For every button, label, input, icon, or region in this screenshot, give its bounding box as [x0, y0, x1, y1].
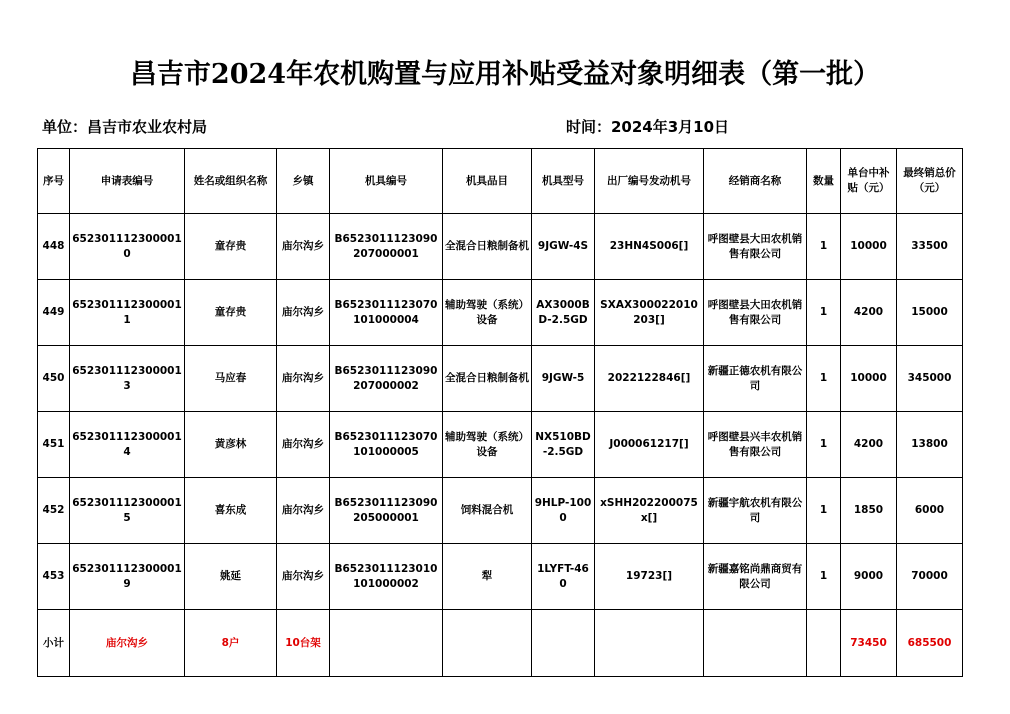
header-town: 乡镇 — [277, 149, 330, 214]
cell-app-no: 6523011123000013 — [70, 346, 185, 412]
subtotal-empty-cell — [704, 610, 807, 677]
cell-name: 黄彦林 — [185, 412, 277, 478]
cell-total: 70000 — [897, 544, 963, 610]
cell-subsidy: 4200 — [841, 280, 897, 346]
cell-total: 345000 — [897, 346, 963, 412]
cell-machine-no: B6523011123090207000002 — [330, 346, 443, 412]
cell-model: 1LYFT-460 — [532, 544, 595, 610]
cell-app-no: 6523011123000010 — [70, 214, 185, 280]
header-item: 机具品目 — [443, 149, 532, 214]
cell-model: NX510BD-2.5GD — [532, 412, 595, 478]
cell-seq: 451 — [38, 412, 70, 478]
cell-app-no: 6523011123000019 — [70, 544, 185, 610]
cell-machine-no: B6523011123010101000002 — [330, 544, 443, 610]
cell-dealer: 呼图壁县大田农机销售有限公司 — [704, 214, 807, 280]
document-title: 昌吉市2024年农机购置与应用补贴受益对象明细表（第一批） — [129, 59, 881, 90]
subtotal-empty-cell — [807, 610, 841, 677]
subsidy-table — [37, 148, 963, 677]
cell-town: 庙尔沟乡 — [277, 214, 330, 280]
cell-qty: 1 — [807, 280, 841, 346]
cell-engine-no: 19723[] — [595, 544, 704, 610]
cell-name: 马应春 — [185, 346, 277, 412]
cell-name: 童存贵 — [185, 214, 277, 280]
subtotal-machines: 10台架 — [277, 610, 330, 677]
cell-qty: 1 — [807, 478, 841, 544]
cell-engine-no: 2022122846[] — [595, 346, 704, 412]
cell-item: 辅助驾驶（系统）设备 — [443, 412, 532, 478]
table-row — [38, 280, 963, 346]
cell-qty: 1 — [807, 214, 841, 280]
cell-machine-no: B6523011123070101000005 — [330, 412, 443, 478]
cell-total: 6000 — [897, 478, 963, 544]
cell-subsidy: 4200 — [841, 412, 897, 478]
subtotal-empty-cell — [330, 610, 443, 677]
cell-subsidy: 9000 — [841, 544, 897, 610]
subtotal-subsidy: 73450 — [841, 610, 897, 677]
header-dealer: 经销商名称 — [704, 149, 807, 214]
cell-subsidy: 1850 — [841, 478, 897, 544]
header-engine-no: 出厂编号发动机号 — [595, 149, 704, 214]
header-total: 最终销总价（元） — [897, 149, 963, 214]
header-row — [38, 149, 963, 214]
cell-dealer: 新疆正德农机有限公司 — [704, 346, 807, 412]
cell-qty: 1 — [807, 346, 841, 412]
header-subsidy: 单台中补贴（元） — [841, 149, 897, 214]
cell-dealer: 新疆嘉铭尚鼎商贸有限公司 — [704, 544, 807, 610]
cell-total: 13800 — [897, 412, 963, 478]
cell-name: 姚延 — [185, 544, 277, 610]
cell-engine-no: 23HN4S006[] — [595, 214, 704, 280]
cell-seq: 450 — [38, 346, 70, 412]
cell-town: 庙尔沟乡 — [277, 544, 330, 610]
cell-qty: 1 — [807, 544, 841, 610]
table-row — [38, 412, 963, 478]
cell-total: 33500 — [897, 214, 963, 280]
cell-engine-no: xSHH202200075x[] — [595, 478, 704, 544]
cell-seq: 452 — [38, 478, 70, 544]
cell-town: 庙尔沟乡 — [277, 280, 330, 346]
cell-model: AX3000BD-2.5GD — [532, 280, 595, 346]
time-label: 时间：2024年3月10日 — [566, 118, 730, 136]
subtotal-label: 小计 — [38, 610, 70, 677]
cell-model: 9JGW-5 — [532, 346, 595, 412]
cell-machine-no: B6523011123090207000001 — [330, 214, 443, 280]
cell-model: 9HLP-1000 — [532, 478, 595, 544]
cell-item: 全混合日粮制备机 — [443, 214, 532, 280]
cell-app-no: 6523011123000011 — [70, 280, 185, 346]
cell-qty: 1 — [807, 412, 841, 478]
table-row — [38, 478, 963, 544]
cell-dealer: 呼图壁县大田农机销售有限公司 — [704, 280, 807, 346]
cell-machine-no: B6523011123090205000001 — [330, 478, 443, 544]
header-app-no: 申请表编号 — [70, 149, 185, 214]
table-row — [38, 544, 963, 610]
cell-seq: 448 — [38, 214, 70, 280]
unit-label: 单位：昌吉市农业农村局 — [42, 118, 208, 136]
header-seq: 序号 — [38, 149, 70, 214]
cell-item: 犁 — [443, 544, 532, 610]
cell-town: 庙尔沟乡 — [277, 478, 330, 544]
cell-app-no: 6523011123000015 — [70, 478, 185, 544]
cell-engine-no: SXAX300022010203[] — [595, 280, 704, 346]
header-name: 姓名或组织名称 — [185, 149, 277, 214]
cell-subsidy: 10000 — [841, 346, 897, 412]
subtotal-empty-cell — [443, 610, 532, 677]
cell-item: 辅助驾驶（系统）设备 — [443, 280, 532, 346]
cell-subsidy: 10000 — [841, 214, 897, 280]
subtotal-households: 8户 — [185, 610, 277, 677]
cell-dealer: 呼图壁县兴丰农机销售有限公司 — [704, 412, 807, 478]
cell-app-no: 6523011123000014 — [70, 412, 185, 478]
cell-total: 15000 — [897, 280, 963, 346]
cell-machine-no: B6523011123070101000004 — [330, 280, 443, 346]
header-qty: 数量 — [807, 149, 841, 214]
cell-item: 全混合日粮制备机 — [443, 346, 532, 412]
cell-engine-no: J000061217[] — [595, 412, 704, 478]
cell-town: 庙尔沟乡 — [277, 346, 330, 412]
table-row — [38, 346, 963, 412]
cell-name: 喜东成 — [185, 478, 277, 544]
cell-name: 童存贵 — [185, 280, 277, 346]
subtotal-empty-cell — [532, 610, 595, 677]
subtotal-row — [38, 610, 963, 677]
header-model: 机具型号 — [532, 149, 595, 214]
header-machine-no: 机具编号 — [330, 149, 443, 214]
subtotal-empty-cell — [595, 610, 704, 677]
table-row — [38, 214, 963, 280]
cell-model: 9JGW-4S — [532, 214, 595, 280]
cell-dealer: 新疆宇航农机有限公司 — [704, 478, 807, 544]
cell-seq: 453 — [38, 544, 70, 610]
cell-town: 庙尔沟乡 — [277, 412, 330, 478]
subtotal-town: 庙尔沟乡 — [70, 610, 185, 677]
subtotal-total: 685500 — [897, 610, 963, 677]
cell-seq: 449 — [38, 280, 70, 346]
cell-item: 饲料混合机 — [443, 478, 532, 544]
